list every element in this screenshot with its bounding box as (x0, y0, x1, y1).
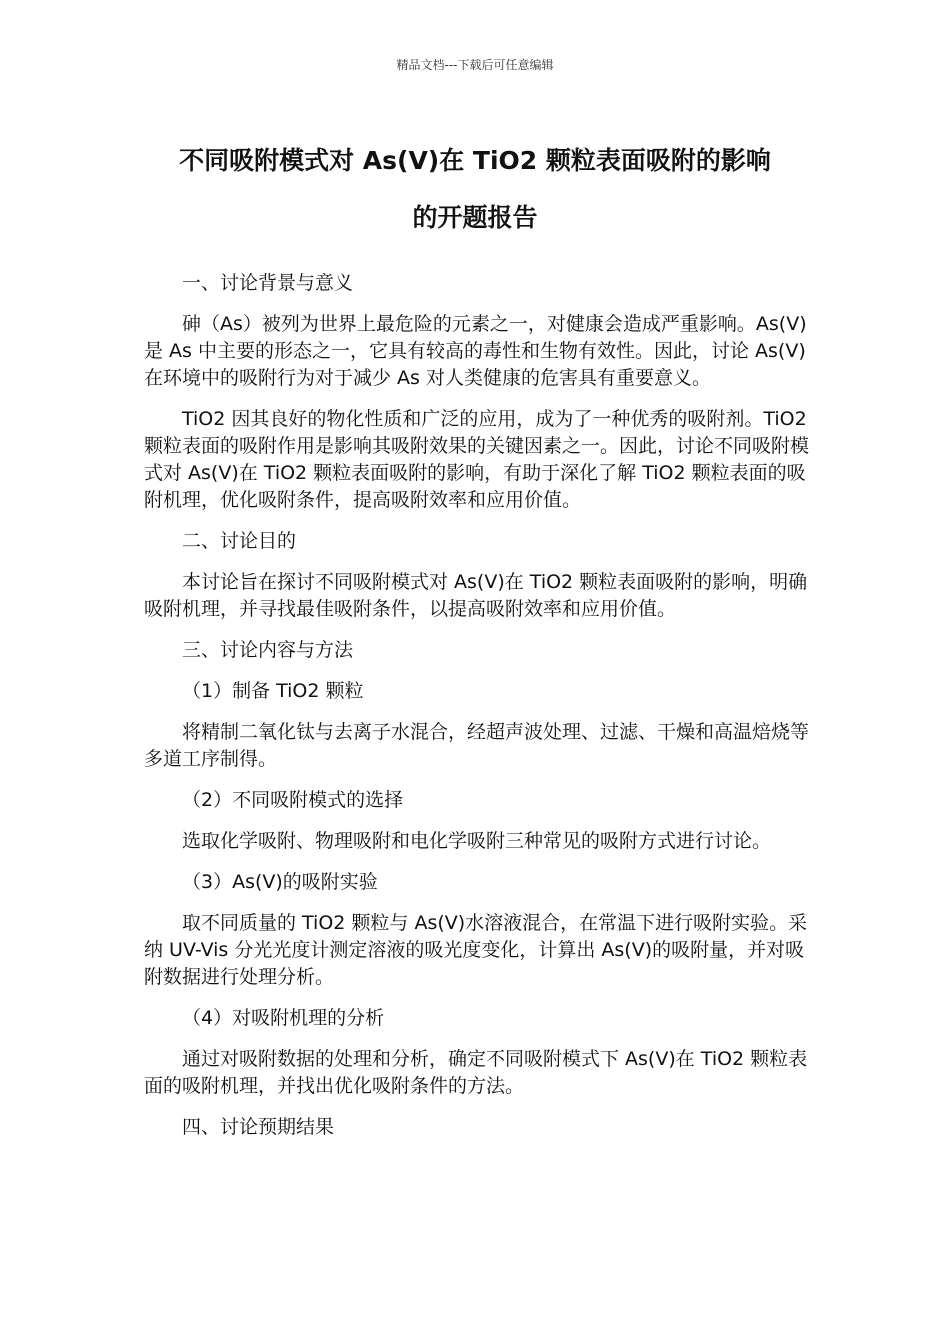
method-subheading-4: （4）对吸附机理的分析 (182, 1007, 385, 1029)
method-subheading-2: （2）不同吸附模式的选择 (182, 789, 404, 811)
method-paragraph-4: 通过对吸附数据的处理和分析，确定不同吸附模式下 As(V)在 TiO2 颗粒表面的吸附机理，并找出优化吸附条件的方法。 (144, 1048, 808, 1097)
method-subheading-1: （1）制备 TiO2 颗粒 (182, 680, 364, 702)
method-paragraph-1: 将精制二氧化钛与去离子水混合，经超声波处理、过滤、干燥和高温焙烧等多道工序制得。 (144, 721, 810, 770)
background-paragraph-2: TiO2 因其良好的物化性质和广泛的应用，成为了一种优秀的吸附剂。TiO2 颗粒表面的吸附作用是影响其吸附效果的关键因素之一。因此，讨论不同吸附模式对 As(V)在 TiO2 颗粒表面吸附的影响，有助于深化了解 TiO2 颗粒表面的吸附机理，优化吸附条件，提高吸附效率和应用价值。 (144, 408, 810, 511)
header-note: 精品文档---下载后可任意编辑 (396, 58, 554, 72)
method-paragraph-2: 选取化学吸附、物理吸附和电化学吸附三种常见的吸附方式进行讨论。 (182, 830, 772, 852)
section-heading-methods: 三、讨论内容与方法 (182, 639, 354, 661)
document-title (120, 132, 830, 246)
section-heading-purpose: 二、讨论目的 (182, 530, 297, 552)
document-title-line-2: 的开题报告 (412, 203, 538, 232)
document-body (144, 270, 820, 1155)
section-heading-expected-results: 四、讨论预期结果 (182, 1116, 335, 1138)
section-heading-background: 一、讨论背景与意义 (182, 272, 354, 294)
background-paragraph-1: 砷（As）被列为世界上最危险的元素之一，对健康会造成严重影响。As(V)是 As 中主要的形态之一，它具有较高的毒性和生物有效性。因此，讨论 As(V)在环境中的吸附行为对于减少 As 对人类健康的危害具有重要意义。 (144, 313, 807, 389)
document-title-line-1: 不同吸附模式对 As(V)在 TiO2 颗粒表面吸附的影响 (179, 146, 771, 175)
method-paragraph-3: 取不同质量的 TiO2 颗粒与 As(V)水溶液混合，在常温下进行吸附实验。采纳 UV-Vis 分光光度计测定溶液的吸光度变化，计算出 As(V)的吸附量，并对吸附数据进行处理分析。 (144, 912, 808, 988)
method-subheading-3: （3）As(V)的吸附实验 (182, 871, 378, 893)
purpose-paragraph: 本讨论旨在探讨不同吸附模式对 As(V)在 TiO2 颗粒表面吸附的影响，明确吸附机理，并寻找最佳吸附条件，以提高吸附效率和应用价值。 (144, 571, 808, 620)
